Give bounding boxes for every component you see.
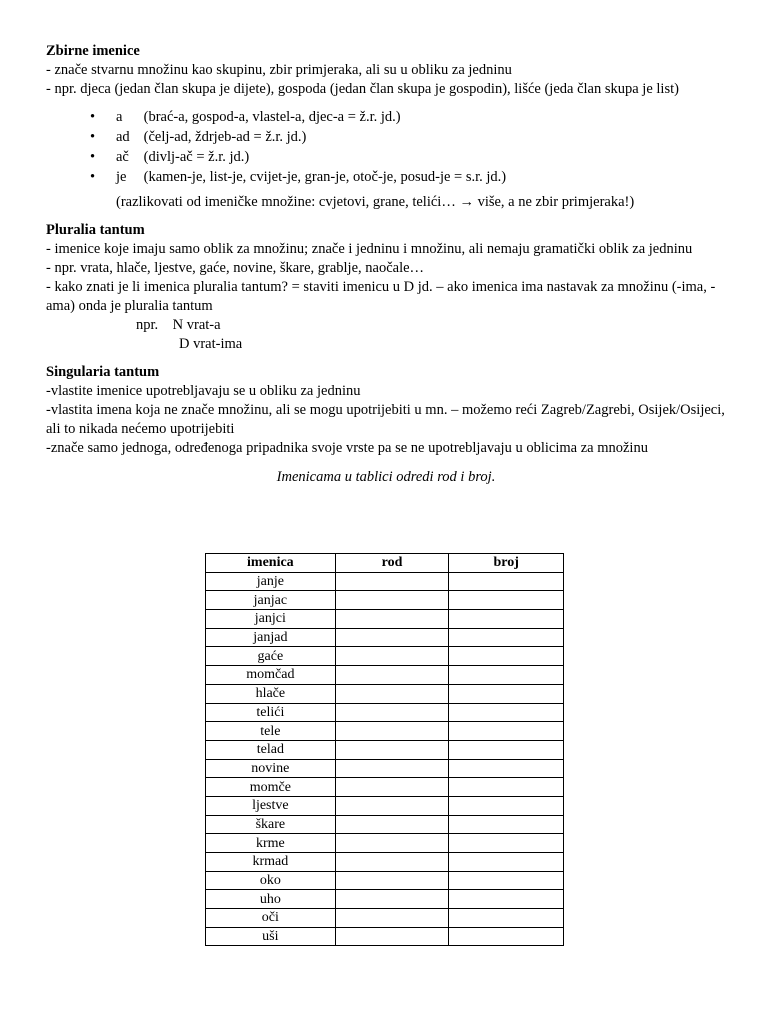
rod-cell[interactable]	[335, 890, 449, 909]
noun-table	[205, 553, 564, 946]
example-d-form: D vrat-ima	[179, 336, 243, 352]
zbirne-note: (razlikovati od imeničke množine: cvjetovi, grane, telići… → više, a ne zbir primjeraka!)	[116, 194, 635, 210]
suffix-label: ad	[116, 129, 130, 145]
document-page	[46, 42, 726, 487]
zbirne-definition: - znače stvarnu množinu kao skupinu, zbir primjeraka, ali su u obliku za jedninu	[46, 62, 512, 78]
rod-cell[interactable]	[335, 778, 449, 797]
table-row	[206, 703, 564, 722]
table-row	[206, 927, 564, 946]
noun-cell: uši	[206, 927, 336, 946]
table-row	[206, 815, 564, 834]
rod-cell[interactable]	[335, 703, 449, 722]
noun-cell: gaće	[206, 647, 336, 666]
suffix-label: a	[116, 109, 123, 125]
broj-cell[interactable]	[449, 815, 564, 834]
noun-cell: momčad	[206, 666, 336, 685]
suffix-examples: (kamen-je, list-je, cvijet-je, gran-je, otoč-je, posud-je = s.r. jd.)	[143, 169, 507, 185]
table-row	[206, 572, 564, 591]
noun-cell: uho	[206, 890, 336, 909]
section-spacer	[46, 212, 726, 221]
table-row	[206, 722, 564, 741]
rod-cell[interactable]	[335, 572, 449, 591]
rod-cell[interactable]	[335, 591, 449, 610]
bullet-icon: •	[90, 149, 96, 165]
table-row	[206, 647, 564, 666]
pluralia-heading: Pluralia tantum	[46, 222, 145, 238]
broj-cell[interactable]	[449, 853, 564, 872]
noun-cell: tele	[206, 722, 336, 741]
pluralia-definition: - imenice koje imaju samo oblik za množinu; znače i jedninu i množinu, ali nemaju gramatički oblik za jedninu	[46, 241, 693, 257]
table-row	[206, 628, 564, 647]
zbirne-example: - npr. djeca (jedan član skupa je dijete), gospoda (jedan član skupa je gospodin), lišće (jeda član skupa je list)	[46, 81, 679, 97]
noun-cell: janjad	[206, 628, 336, 647]
table-row	[206, 853, 564, 872]
pluralia-examples: - npr. vrata, hlače, ljestve, gaće, novine, škare, grablje, naočale…	[46, 260, 425, 276]
broj-cell[interactable]	[449, 647, 564, 666]
rod-cell[interactable]	[335, 853, 449, 872]
rod-cell[interactable]	[335, 815, 449, 834]
table-row	[206, 778, 564, 797]
table-row	[206, 740, 564, 759]
broj-cell[interactable]	[449, 834, 564, 853]
broj-cell[interactable]	[449, 591, 564, 610]
column-header-rod: rod	[335, 554, 449, 573]
rod-cell[interactable]	[335, 666, 449, 685]
noun-cell: telad	[206, 740, 336, 759]
broj-cell[interactable]	[449, 628, 564, 647]
bullet-icon: •	[90, 109, 96, 125]
table-row	[206, 610, 564, 629]
rod-cell[interactable]	[335, 610, 449, 629]
list-item	[46, 147, 726, 167]
singularia-rule-1: -vlastite imenice upotrebljavaju se u obliku za jedninu	[46, 383, 361, 399]
suffix-examples: (divlj-ač = ž.r. jd.)	[143, 149, 250, 165]
table-row	[206, 591, 564, 610]
suffix-examples: (čelj-ad, ždrjeb-ad = ž.r. jd.)	[143, 129, 307, 145]
table-header-row	[206, 554, 564, 573]
example-label: npr.	[136, 317, 159, 333]
rod-cell[interactable]	[335, 647, 449, 666]
rod-cell[interactable]	[335, 871, 449, 890]
column-header-imenica: imenica	[206, 554, 336, 573]
rod-cell[interactable]	[335, 927, 449, 946]
rod-cell[interactable]	[335, 834, 449, 853]
pluralia-example	[46, 316, 726, 354]
noun-cell: oko	[206, 871, 336, 890]
broj-cell[interactable]	[449, 796, 564, 815]
rod-cell[interactable]	[335, 759, 449, 778]
noun-cell: hlače	[206, 684, 336, 703]
example-nominative	[46, 316, 726, 335]
table-row	[206, 890, 564, 909]
broj-cell[interactable]	[449, 722, 564, 741]
section-spacer	[46, 354, 726, 363]
rod-cell[interactable]	[335, 684, 449, 703]
broj-cell[interactable]	[449, 610, 564, 629]
table-row	[206, 684, 564, 703]
broj-cell[interactable]	[449, 909, 564, 928]
broj-cell[interactable]	[449, 666, 564, 685]
noun-cell: momče	[206, 778, 336, 797]
table-row	[206, 666, 564, 685]
noun-cell: janje	[206, 572, 336, 591]
suffix-examples: (brać-a, gospod-a, vlastel-a, djec-a = ž.r. jd.)	[143, 109, 401, 125]
rod-cell[interactable]	[335, 628, 449, 647]
table-body	[206, 572, 564, 946]
noun-cell: novine	[206, 759, 336, 778]
noun-cell: ljestve	[206, 796, 336, 815]
table-row	[206, 834, 564, 853]
noun-cell: janjci	[206, 610, 336, 629]
task-caption: Imenicama u tablici odredi rod i broj.	[276, 469, 496, 485]
broj-cell[interactable]	[449, 740, 564, 759]
suffix-label: je	[116, 169, 127, 185]
noun-cell: škare	[206, 815, 336, 834]
table-row	[206, 909, 564, 928]
list-item	[46, 127, 726, 147]
rod-cell[interactable]	[335, 796, 449, 815]
bullet-icon: •	[90, 129, 96, 145]
list-item	[46, 107, 726, 127]
zbirne-heading: Zbirne imenice	[46, 43, 140, 59]
rod-cell[interactable]	[335, 909, 449, 928]
noun-cell: krme	[206, 834, 336, 853]
singularia-heading: Singularia tantum	[46, 364, 160, 380]
column-header-broj: broj	[449, 554, 564, 573]
broj-cell[interactable]	[449, 703, 564, 722]
noun-cell: krmad	[206, 853, 336, 872]
noun-cell: janjac	[206, 591, 336, 610]
noun-cell: telići	[206, 703, 336, 722]
broj-cell[interactable]	[449, 890, 564, 909]
broj-cell[interactable]	[449, 684, 564, 703]
list-item	[46, 167, 726, 187]
table-row	[206, 796, 564, 815]
singularia-rule-2: -vlastita imena koja ne znače množinu, ali se mogu upotrijebiti u mn. – možemo reći Zagreb/Zagrebi, Osijek/Osijeci, ali to nikada nećemo upotrijebiti	[46, 402, 725, 437]
suffix-list	[46, 107, 726, 187]
rod-cell[interactable]	[335, 740, 449, 759]
broj-cell[interactable]	[449, 778, 564, 797]
table-row	[206, 871, 564, 890]
table-row	[206, 759, 564, 778]
bullet-icon: •	[90, 169, 96, 185]
noun-cell: oči	[206, 909, 336, 928]
pluralia-test: - kako znati je li imenica pluralia tantum? = staviti imenicu u D jd. – ako imenica ima nastavak za množinu (-ima, -ama) onda je pluralia tantum	[46, 279, 716, 314]
broj-cell[interactable]	[449, 927, 564, 946]
broj-cell[interactable]	[449, 759, 564, 778]
singularia-rule-3: -znače samo jednoga, određenoga pripadnika svoje vrste pa se ne upotrebljavaju u oblicima za množinu	[46, 440, 648, 456]
example-n-form: N vrat-a	[172, 317, 221, 333]
broj-cell[interactable]	[449, 572, 564, 591]
rod-cell[interactable]	[335, 722, 449, 741]
suffix-label: ač	[116, 149, 129, 165]
broj-cell[interactable]	[449, 871, 564, 890]
